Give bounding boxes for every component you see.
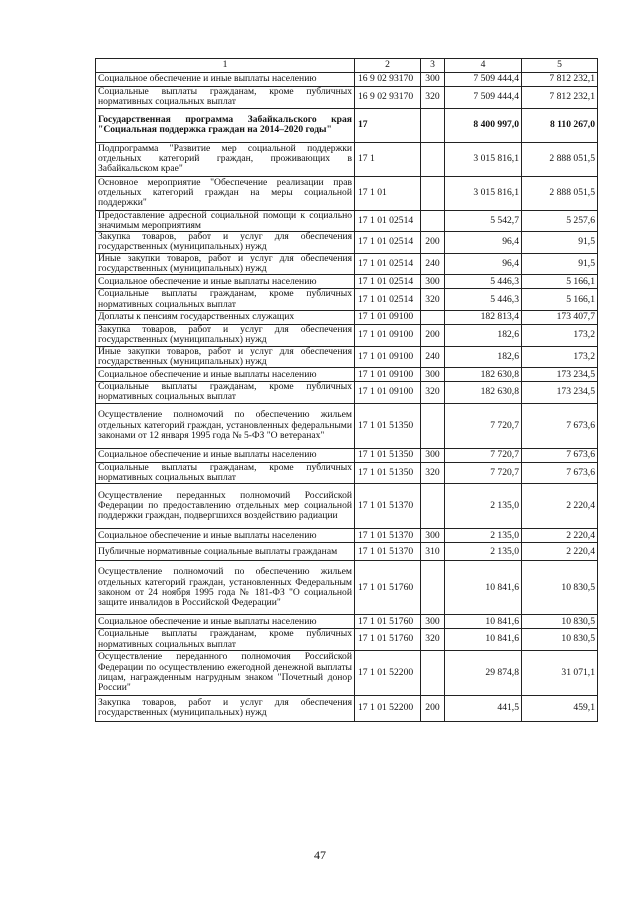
row-type: 300 xyxy=(421,368,445,382)
row-amount-1: 7 720,7 xyxy=(445,462,522,484)
row-name: Социальные выплаты гражданам, кроме публичных нормативных социальных выплат xyxy=(96,629,355,651)
row-amount-2: 2 220,4 xyxy=(522,529,598,543)
row-code: 17 1 01 09100 xyxy=(355,324,421,346)
row-code: 16 9 02 93170 xyxy=(355,73,421,87)
row-name: Социальное обеспечение и иные выплаты населению xyxy=(96,529,355,543)
row-type: 320 xyxy=(421,87,445,109)
table-row xyxy=(96,310,598,324)
header-col-code: 2 xyxy=(355,59,421,73)
header-row xyxy=(96,59,598,73)
row-amount-1: 5 542,7 xyxy=(445,210,522,232)
row-amount-1: 8 400 997,0 xyxy=(445,108,522,142)
row-name: Социальное обеспечение и иные выплаты населению xyxy=(96,368,355,382)
row-name: Социальное обеспечение и иные выплаты населению xyxy=(96,448,355,462)
row-amount-2: 7 673,6 xyxy=(522,403,598,448)
row-code: 17 1 01 02514 xyxy=(355,275,421,289)
row-type xyxy=(421,310,445,324)
row-name: Предоставление адресной социальной помощи к социально значимым мероприятиям xyxy=(96,210,355,232)
row-code: 16 9 02 93170 xyxy=(355,87,421,109)
row-code: 17 1 01 02514 xyxy=(355,232,421,254)
row-amount-1: 96,4 xyxy=(445,232,522,254)
row-amount-1: 2 135,0 xyxy=(445,543,522,561)
row-amount-1: 10 841,6 xyxy=(445,561,522,615)
row-code: 17 1 xyxy=(355,142,421,176)
row-type: 300 xyxy=(421,73,445,87)
row-amount-1: 182 630,8 xyxy=(445,382,522,404)
row-name: Осуществление переданных полномочий Российской Федерации по предоставлению отдельных мер социальной поддержки граждан, подвергшихся воздействию радиации xyxy=(96,484,355,529)
row-name: Иные закупки товаров, работ и услуг для обеспечения государственных (муниципальных) нужд xyxy=(96,346,355,368)
table-row xyxy=(96,368,598,382)
row-type: 310 xyxy=(421,543,445,561)
row-name: Иные закупки товаров, работ и услуг для обеспечения государственных (муниципальных) нужд xyxy=(96,253,355,275)
row-amount-1: 441,5 xyxy=(445,695,522,721)
row-name: Закупка товаров, работ и услуг для обеспечения государственных (муниципальных) нужд xyxy=(96,232,355,254)
row-amount-1: 182,6 xyxy=(445,346,522,368)
row-amount-1: 7 720,7 xyxy=(445,403,522,448)
row-amount-2: 10 830,5 xyxy=(522,561,598,615)
row-amount-2: 173,2 xyxy=(522,324,598,346)
row-amount-2: 7 812 232,1 xyxy=(522,73,598,87)
row-code: 17 1 01 51350 xyxy=(355,403,421,448)
row-name: Социальные выплаты гражданам, кроме публичных нормативных социальных выплат xyxy=(96,462,355,484)
row-amount-1: 5 446,3 xyxy=(445,289,522,311)
row-amount-1: 182 813,4 xyxy=(445,310,522,324)
row-amount-1: 96,4 xyxy=(445,253,522,275)
table-row xyxy=(96,275,598,289)
row-type: 300 xyxy=(421,275,445,289)
row-amount-2: 2 220,4 xyxy=(522,543,598,561)
table-row xyxy=(96,108,598,142)
row-code: 17 1 01 02514 xyxy=(355,253,421,275)
row-code: 17 1 01 09100 xyxy=(355,382,421,404)
row-type xyxy=(421,650,445,695)
row-type xyxy=(421,108,445,142)
row-name: Осуществление полномочий по обеспечению жильем отдельных категорий граждан, установленных федеральными законами от 12 января 1995 года № 5-ФЗ "О ветеранах" xyxy=(96,403,355,448)
row-name: Социальные выплаты гражданам, кроме публичных нормативных социальных выплат xyxy=(96,382,355,404)
row-name: Государственная программа Забайкальского края "Социальная поддержка граждан на 2014–2020 годы" xyxy=(96,108,355,142)
row-name: Социальное обеспечение и иные выплаты населению xyxy=(96,615,355,629)
header-col-amount-2: 5 xyxy=(522,59,598,73)
table-row xyxy=(96,629,598,651)
row-type: 200 xyxy=(421,232,445,254)
row-amount-2: 5 166,1 xyxy=(522,275,598,289)
row-amount-2: 2 888 051,5 xyxy=(522,176,598,210)
row-name: Осуществление переданного полномочия Российской Федерации по осуществлению ежегодной денежной выплаты лицам, награжденным нагрудным знаком "Почетный донор России" xyxy=(96,650,355,695)
row-amount-2: 91,5 xyxy=(522,232,598,254)
row-amount-2: 10 830,5 xyxy=(522,629,598,651)
table-body xyxy=(96,73,598,722)
table-row xyxy=(96,210,598,232)
row-code: 17 1 01 51370 xyxy=(355,529,421,543)
table-row xyxy=(96,142,598,176)
row-amount-1: 7 509 444,4 xyxy=(445,87,522,109)
row-type: 240 xyxy=(421,346,445,368)
row-code: 17 1 01 51370 xyxy=(355,543,421,561)
table-row xyxy=(96,232,598,254)
row-name: Осуществление полномочий по обеспечению жильем отдельных категорий граждан, установленных Федеральным законом от 24 ноября 1995 года № 181-ФЗ "О социальной защите инвалидов в Российской Федерации" xyxy=(96,561,355,615)
row-amount-1: 2 135,0 xyxy=(445,529,522,543)
row-type xyxy=(421,403,445,448)
row-amount-1: 10 841,6 xyxy=(445,629,522,651)
row-name: Социальные выплаты гражданам, кроме публичных нормативных социальных выплат xyxy=(96,289,355,311)
table-row xyxy=(96,289,598,311)
row-type: 300 xyxy=(421,529,445,543)
row-amount-2: 31 071,1 xyxy=(522,650,598,695)
row-amount-1: 3 015 816,1 xyxy=(445,176,522,210)
row-code: 17 1 01 09100 xyxy=(355,368,421,382)
row-name: Социальное обеспечение и иные выплаты населению xyxy=(96,275,355,289)
row-type: 240 xyxy=(421,253,445,275)
row-amount-1: 5 446,3 xyxy=(445,275,522,289)
table-row xyxy=(96,543,598,561)
row-amount-2: 5 257,6 xyxy=(522,210,598,232)
table-row xyxy=(96,324,598,346)
row-type xyxy=(421,142,445,176)
row-type xyxy=(421,210,445,232)
row-amount-1: 10 841,6 xyxy=(445,615,522,629)
page-number: 47 xyxy=(314,848,326,862)
row-code: 17 1 01 xyxy=(355,176,421,210)
budget-table xyxy=(95,58,598,722)
row-code: 17 1 01 52200 xyxy=(355,650,421,695)
table-row xyxy=(96,382,598,404)
row-code: 17 1 01 51760 xyxy=(355,615,421,629)
row-name: Публичные нормативные социальные выплаты гражданам xyxy=(96,543,355,561)
row-code: 17 xyxy=(355,108,421,142)
row-type: 200 xyxy=(421,324,445,346)
row-amount-2: 91,5 xyxy=(522,253,598,275)
table-row xyxy=(96,462,598,484)
row-code: 17 1 01 02514 xyxy=(355,289,421,311)
row-amount-2: 2 888 051,5 xyxy=(522,142,598,176)
row-name: Социальные выплаты гражданам, кроме публичных нормативных социальных выплат xyxy=(96,87,355,109)
row-type xyxy=(421,176,445,210)
row-amount-2: 459,1 xyxy=(522,695,598,721)
row-code: 17 1 01 02514 xyxy=(355,210,421,232)
row-code: 17 1 01 09100 xyxy=(355,310,421,324)
table-row xyxy=(96,253,598,275)
row-amount-2: 7 673,6 xyxy=(522,462,598,484)
row-amount-1: 7 720,7 xyxy=(445,448,522,462)
row-name: Подпрограмма "Развитие мер социальной поддержки отдельных категорий граждан, проживающих в Забайкальском крае" xyxy=(96,142,355,176)
table-row xyxy=(96,448,598,462)
row-amount-1: 182 630,8 xyxy=(445,368,522,382)
row-amount-1: 182,6 xyxy=(445,324,522,346)
row-code: 17 1 01 52200 xyxy=(355,695,421,721)
header-col-amount-1: 4 xyxy=(445,59,522,73)
table-row xyxy=(96,403,598,448)
row-amount-1: 3 015 816,1 xyxy=(445,142,522,176)
row-code: 17 1 01 51370 xyxy=(355,484,421,529)
row-type: 320 xyxy=(421,629,445,651)
row-code: 17 1 01 51760 xyxy=(355,629,421,651)
row-type xyxy=(421,484,445,529)
row-amount-2: 2 220,4 xyxy=(522,484,598,529)
header-col-type: 3 xyxy=(421,59,445,73)
table-row xyxy=(96,87,598,109)
row-amount-2: 173,2 xyxy=(522,346,598,368)
row-amount-2: 173 234,5 xyxy=(522,382,598,404)
header-col-name: 1 xyxy=(96,59,355,73)
row-type xyxy=(421,561,445,615)
table-row xyxy=(96,561,598,615)
row-amount-2: 173 407,7 xyxy=(522,310,598,324)
table-row xyxy=(96,695,598,721)
row-type: 320 xyxy=(421,289,445,311)
row-code: 17 1 01 51350 xyxy=(355,448,421,462)
row-code: 17 1 01 51760 xyxy=(355,561,421,615)
table-row xyxy=(96,529,598,543)
row-amount-2: 8 110 267,0 xyxy=(522,108,598,142)
table-row xyxy=(96,176,598,210)
row-amount-2: 5 166,1 xyxy=(522,289,598,311)
row-type: 200 xyxy=(421,695,445,721)
row-amount-1: 2 135,0 xyxy=(445,484,522,529)
row-amount-2: 173 234,5 xyxy=(522,368,598,382)
row-amount-1: 29 874,8 xyxy=(445,650,522,695)
table-row xyxy=(96,73,598,87)
row-amount-2: 7 812 232,1 xyxy=(522,87,598,109)
table-row xyxy=(96,650,598,695)
row-code: 17 1 01 09100 xyxy=(355,346,421,368)
row-name: Закупка товаров, работ и услуг для обеспечения государственных (муниципальных) нужд xyxy=(96,695,355,721)
row-name: Доплаты к пенсиям государственных служащих xyxy=(96,310,355,324)
row-type: 320 xyxy=(421,462,445,484)
row-type: 300 xyxy=(421,448,445,462)
row-amount-1: 7 509 444,4 xyxy=(445,73,522,87)
row-type: 300 xyxy=(421,615,445,629)
row-type: 320 xyxy=(421,382,445,404)
table-row xyxy=(96,346,598,368)
row-amount-2: 7 673,6 xyxy=(522,448,598,462)
row-name: Социальное обеспечение и иные выплаты населению xyxy=(96,73,355,87)
table-row xyxy=(96,615,598,629)
row-name: Основное мероприятие "Обеспечение реализации прав отдельных категорий граждан на меры социальной поддержки" xyxy=(96,176,355,210)
row-name: Закупка товаров, работ и услуг для обеспечения государственных (муниципальных) нужд xyxy=(96,324,355,346)
row-code: 17 1 01 51350 xyxy=(355,462,421,484)
table-row xyxy=(96,484,598,529)
row-amount-2: 10 830,5 xyxy=(522,615,598,629)
